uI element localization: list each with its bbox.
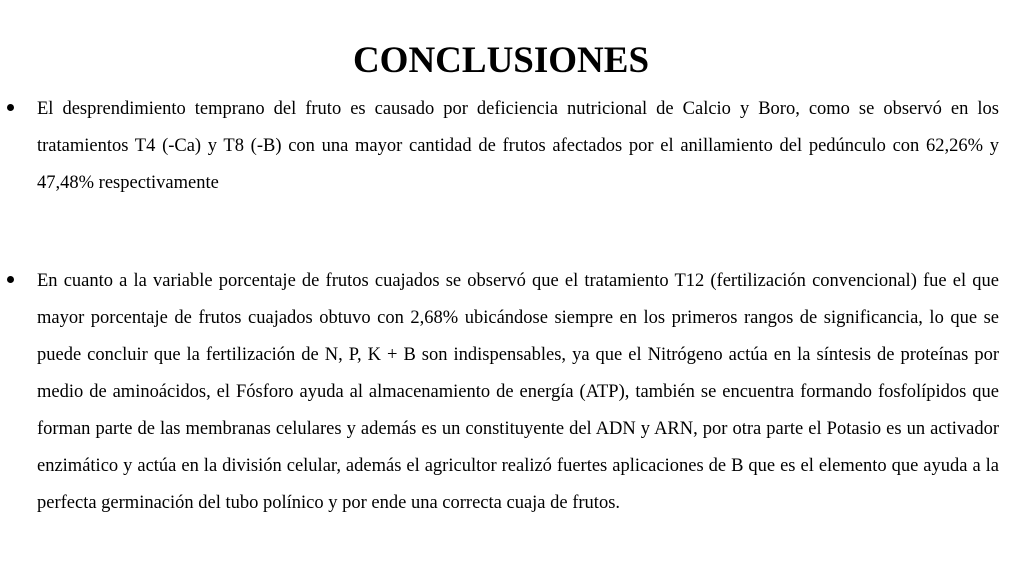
bullet-text: El desprendimiento temprano del fruto es causado por deficiencia nutricional de Calcio y Boro, como se observó en los tratamientos T4 (-Ca) y T8 (-B) con una mayor cantidad de frutos afectados por el anillamiento del pedúnculo con 62,26% y 47,48% respectivamente: [37, 99, 999, 193]
bullet-dot-icon: [7, 276, 14, 283]
bullet-dot-icon: [7, 104, 14, 111]
slide-title: CONCLUSIONES: [352, 40, 650, 81]
bullet-item: [37, 91, 999, 202]
bullet-item: [37, 263, 999, 522]
bullet-text: En cuanto a la variable porcentaje de frutos cuajados se observó que el tratamiento T12 (fertilización convencional) fue el que mayor porcentaje de frutos cuajados obtuvo con 2,68% ubicándose siempre en los primeros rangos de significancia, lo que se puede concluir que la fertilización de N, P, K + B son indispensables, ya que el Nitrógeno actúa en la síntesis de proteínas por medio de aminoácidos, el Fósforo ayuda al almacenamiento de energía (ATP), también se encuentra formando fosfolípidos que forman parte de las membranas celulares y además es un constituyente del ADN y ARN, por otra parte el Potasio es un activador enzimático y actúa en la división celular, además el agricultor realizó fuertes aplicaciones de B que es el elemento que ayuda a la perfecta germinación del tubo polínico y por ende una correcta cuaja de frutos.: [37, 271, 999, 513]
